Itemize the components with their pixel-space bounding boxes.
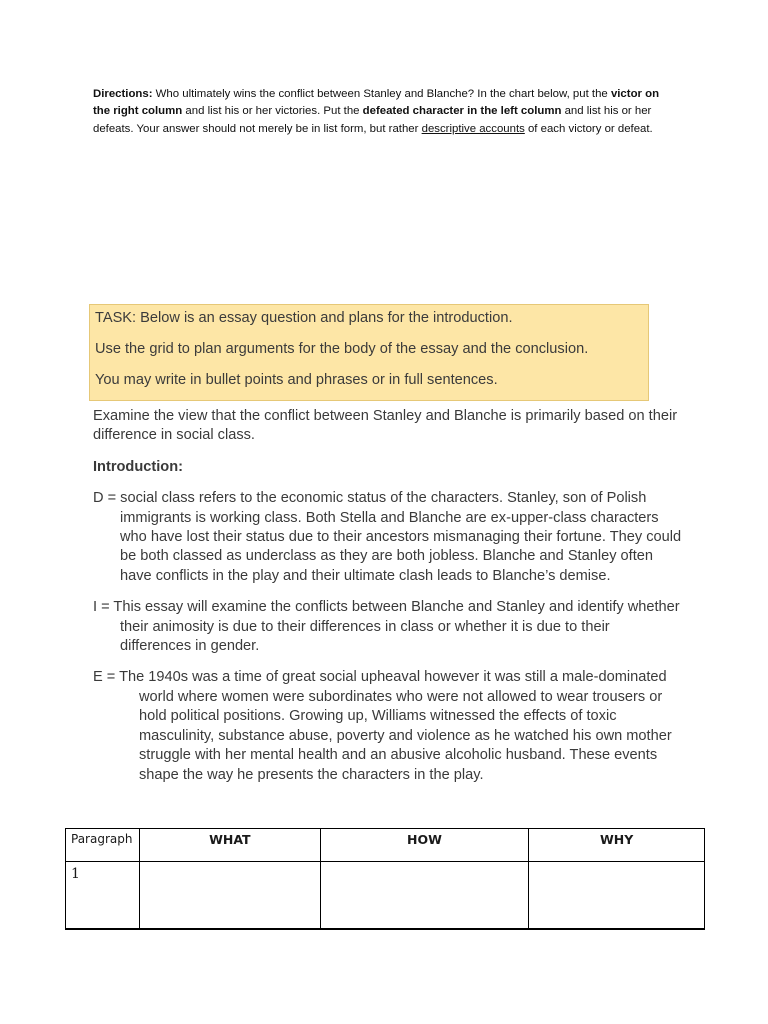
header-how: HOW	[320, 829, 529, 862]
table-row	[66, 862, 705, 930]
task-line-2: Use the grid to plan arguments for the body of the essay and the conclusion.	[95, 341, 589, 357]
introduction-heading: Introduction:	[93, 458, 183, 475]
intro-definition-paragraph: D = social class refers to the economic status of the characters. Stanley, son of Polish immigrants is working class. Both Stella and Blanche are ex-upper-class characters who have lost their status due to their ancestors mismanaging their fortune. They could be both classed as underclass as they are both jobless. Blanche and Stanley often have conflicts in the play and their ultimate clash leads to Blanche’s demise.	[93, 490, 682, 584]
row-why-cell[interactable]	[529, 862, 705, 930]
directions-label: Directions:	[93, 88, 153, 100]
directions-descriptive-accounts: descriptive accounts	[421, 122, 525, 135]
directions-victor-emphasis: victor on the right column	[93, 88, 660, 118]
header-why: WHY	[529, 829, 705, 862]
header-paragraph: Paragraph	[66, 829, 140, 862]
row-what-cell[interactable]	[139, 862, 320, 930]
intro-intention-paragraph: I = This essay will examine the conflicts between Blanche and Stanley and identify whether their animosity is due to their differences in class or whether it is due to their differences in gender.	[93, 599, 680, 655]
header-what: WHAT	[139, 829, 320, 862]
task-box	[89, 304, 649, 401]
row-paragraph-number: 1	[66, 862, 140, 930]
grid-header-row	[66, 829, 705, 862]
directions-part-2: and list his or her victories. Put the	[182, 105, 363, 118]
task-line-1: TASK: Below is an essay question and plans for the introduction.	[95, 310, 513, 326]
essay-question: Examine the view that the conflict between Stanley and Blanche is primarily based on their difference in social class.	[93, 408, 678, 444]
directions-defeated-emphasis: defeated character in the left column	[362, 105, 562, 118]
planning-grid	[65, 828, 705, 930]
directions-part-3: and list his or her defeats. Your answer should not merely be in list form, but rather	[93, 105, 652, 135]
directions-text	[93, 86, 673, 138]
directions-part-1: Who ultimately wins the conflict between Stanley and Blanche? In the chart below, put the	[152, 88, 611, 100]
intro-evaluation-paragraph: E = The 1940s was a time of great social upheaval however it was still a male-dominated world where women were subordinates who were not allowed to wear trousers or hold political positions. Growing up, Williams witnessed the effects of toxic masculinity, substance abuse, poverty and violence as he watched his own mother struggle with her mental health and an abusive alcoholic husband. These events shape the way he presents the characters in the play.	[93, 669, 672, 783]
directions-part-4: of each victory or defeat.	[524, 122, 653, 135]
task-line-3: You may write in bullet points and phrases or in full sentences.	[95, 372, 498, 388]
row-how-cell[interactable]	[320, 862, 529, 930]
essay-plan	[93, 407, 683, 797]
